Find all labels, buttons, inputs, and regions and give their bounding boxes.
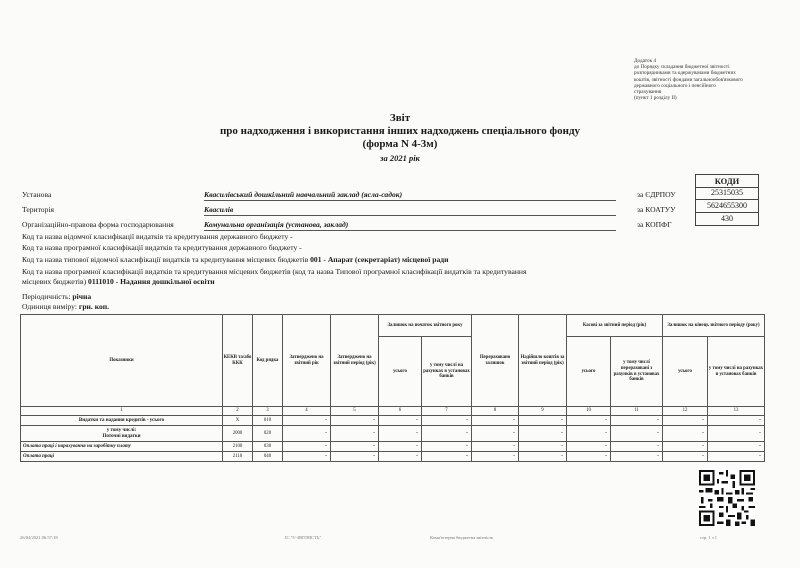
edrpou-label: за ЄДРПОУ xyxy=(637,190,676,199)
cell: - xyxy=(567,442,611,452)
row-name-line1: у тому числі: xyxy=(106,427,137,433)
underline xyxy=(204,215,616,216)
col-number: 8 xyxy=(472,407,519,416)
row-code: 020 xyxy=(253,426,283,442)
col-number: 4 xyxy=(283,407,331,416)
row-code: 030 xyxy=(253,442,283,452)
col-cash-total: усього xyxy=(567,337,611,407)
cell: - xyxy=(663,452,708,462)
cell: - xyxy=(379,442,422,452)
note-line: розпорядниками та одержувачами бюджетних xyxy=(634,70,736,77)
note-line: (пункт 1 розділу II) xyxy=(634,95,677,102)
territory-value: Квасилів xyxy=(204,205,234,214)
report-form-number: (форма N 4-3м) xyxy=(362,138,438,150)
footer-timestamp: 26/04/2021 06:57:18 xyxy=(20,535,58,540)
cell: - xyxy=(379,426,422,442)
col-kekv: КЕКВ та/або ККК xyxy=(223,315,253,407)
col-approved-period: Затверджено на звітний період (рік) xyxy=(331,315,379,407)
col-number: 10 xyxy=(567,407,611,416)
cell: - xyxy=(567,416,611,426)
org-form-label: Організаційно-правова форма господарювання xyxy=(22,220,174,229)
col-number: 6 xyxy=(379,407,422,416)
col-cash-expenses: Касові за звітний період (рік) xyxy=(567,315,663,337)
koatuu-label: за КОАТУУ xyxy=(637,205,676,214)
unit-value: грн. коп. xyxy=(78,302,110,311)
cell: - xyxy=(331,416,379,426)
cell: - xyxy=(519,452,567,462)
cell: - xyxy=(331,442,379,452)
note-line: до Порядку складання бюджетної звітності xyxy=(634,64,730,71)
cell: - xyxy=(422,442,472,452)
report-period: за 2021 рік xyxy=(380,153,420,163)
cell: - xyxy=(611,426,663,442)
row-name: Видатки та надання кредитів - усього xyxy=(21,416,223,426)
cell: - xyxy=(472,442,519,452)
cell: - xyxy=(611,442,663,452)
row-code: 010 xyxy=(253,416,283,426)
col-number: 3 xyxy=(253,407,283,416)
cell: - xyxy=(283,442,331,452)
institution-label: Установа xyxy=(22,190,52,199)
cell: - xyxy=(663,426,708,442)
table-row xyxy=(21,426,765,442)
note-line: Додаток 4 xyxy=(634,58,656,64)
cell: - xyxy=(519,442,567,452)
col-number: 13 xyxy=(708,407,765,416)
cell: - xyxy=(611,452,663,462)
footer-system: ІС "Є-ЗВІТНІСТЬ" xyxy=(285,535,322,540)
cell: - xyxy=(708,426,765,442)
col-start-incl: у тому числі на рахунках в установах банків xyxy=(422,337,472,407)
cell: - xyxy=(422,452,472,462)
col-indicators: Показники xyxy=(21,315,223,407)
local-classification-line2 xyxy=(22,277,215,286)
territory-label: Територія xyxy=(22,205,54,214)
cell: - xyxy=(567,426,611,442)
note-line: страхування xyxy=(634,89,662,96)
cell: - xyxy=(283,416,331,426)
footer-page: стр. 1 з 1 xyxy=(700,535,718,540)
col-balance-start: Залишок на початок звітного року xyxy=(379,315,472,337)
row-name: Оплата праці xyxy=(21,452,223,462)
row-name: Оплата праці і нарахування на заробітну плату xyxy=(21,442,223,452)
note-line: коштів, звітності фондами загальнообов'язкового xyxy=(634,76,743,83)
regulation-note xyxy=(634,58,784,101)
col-cash-incl: у тому числі перераховані з рахунків в установах банків xyxy=(611,337,663,407)
col-number: 9 xyxy=(519,407,567,416)
col-number: 5 xyxy=(331,407,379,416)
periodicity-label: Періодичність: xyxy=(22,292,73,301)
row-kekv: 2000 xyxy=(223,426,253,442)
cell: - xyxy=(283,452,331,462)
kopfg-label: за КОПФГ xyxy=(637,220,672,229)
col-balance-end: Залишок на кінець звітного періоду (року) xyxy=(663,315,765,337)
cell: - xyxy=(472,452,519,462)
typical-classification xyxy=(22,255,448,264)
cell: - xyxy=(519,416,567,426)
row-name-line2: Поточні видатки xyxy=(102,433,141,439)
table-row xyxy=(21,416,765,426)
table-row xyxy=(21,452,765,462)
cell: - xyxy=(663,416,708,426)
cell: - xyxy=(708,416,765,426)
cell: - xyxy=(708,442,765,452)
periodicity-value: річна xyxy=(72,292,92,301)
row-name xyxy=(21,426,223,442)
unit-label: Одиниця виміру: xyxy=(22,302,79,311)
dept-classification: Код та назва відомчої класифікації видатків та кредитування державного бюджету - xyxy=(22,232,293,241)
table-row xyxy=(21,442,765,452)
underline xyxy=(204,200,616,201)
local-value: 0111010 - Надання дошкільної освіти xyxy=(88,277,215,286)
cell: - xyxy=(611,416,663,426)
local-prefix: місцевих бюджетів) xyxy=(22,277,89,286)
cell: - xyxy=(379,452,422,462)
org-form-value: Комунальна організація (установа, заклад) xyxy=(204,220,349,229)
report-subtitle: про надходження і використання інших надходжень спеціального фонду xyxy=(219,125,581,137)
qr-code-icon xyxy=(697,470,757,526)
col-end-incl: у тому числі на рахунках в установах банків xyxy=(708,337,765,407)
cell: - xyxy=(422,426,472,442)
footer-subtitle: Комп'ютерна бюджетна звітність xyxy=(430,535,494,540)
cell: - xyxy=(519,426,567,442)
cell: - xyxy=(472,426,519,442)
unit xyxy=(22,302,109,311)
local-classification-line1: Код та назва програмної класифікації видатків та кредитування місцевих бюджетів (код та назва Типової програмної класифікації видатків та кредитування xyxy=(22,267,527,276)
kopfg-code: 430 xyxy=(695,213,759,226)
cell: - xyxy=(472,416,519,426)
cell: - xyxy=(422,416,472,426)
typical-prefix: Код та назва типової відомчої класифікації видатків та кредитування місцевих бюджетів xyxy=(22,255,311,264)
col-received: Надійшло коштів за звітний період (рік) xyxy=(519,315,567,407)
row-kekv: 2100 xyxy=(223,442,253,452)
cell: - xyxy=(708,452,765,462)
program-classification: Код та назва програмної класифікації видатків та кредитування державного бюджету - xyxy=(22,243,302,252)
periodicity xyxy=(22,292,91,301)
col-transferred: Перераховано залишок xyxy=(472,315,519,407)
cell: - xyxy=(331,426,379,442)
col-number: 11 xyxy=(611,407,663,416)
cell: - xyxy=(379,416,422,426)
col-row-code: Код рядка xyxy=(253,315,283,407)
row-kekv: X xyxy=(223,416,253,426)
edrpou-code: 25315035 xyxy=(695,187,759,200)
col-number: 12 xyxy=(663,407,708,416)
codes-header: КОДИ xyxy=(695,174,759,188)
row-code: 040 xyxy=(253,452,283,462)
koatuu-code: 5624655300 xyxy=(695,200,759,213)
col-end-total: усього xyxy=(663,337,708,407)
column-numbers-row xyxy=(21,407,765,416)
cell: - xyxy=(283,426,331,442)
cell: - xyxy=(663,442,708,452)
report-table xyxy=(20,314,765,462)
col-start-total: усього xyxy=(379,337,422,407)
col-number: 7 xyxy=(422,407,472,416)
cell: - xyxy=(331,452,379,462)
report-title: Звіт xyxy=(389,112,411,124)
cell: - xyxy=(567,452,611,462)
row-kekv: 2110 xyxy=(223,452,253,462)
col-number: 2 xyxy=(223,407,253,416)
col-approved-year: Затверджено на звітний рік xyxy=(283,315,331,407)
underline xyxy=(204,230,616,231)
col-number: 1 xyxy=(21,407,223,416)
institution-value: Квасилівський дошкільний навчальний заклад (ясла-садок) xyxy=(204,190,403,199)
typical-value: 001 - Апарат (секретаріат) місцевої ради xyxy=(310,255,449,264)
note-line: державного соціального і пенсійного xyxy=(634,82,716,89)
